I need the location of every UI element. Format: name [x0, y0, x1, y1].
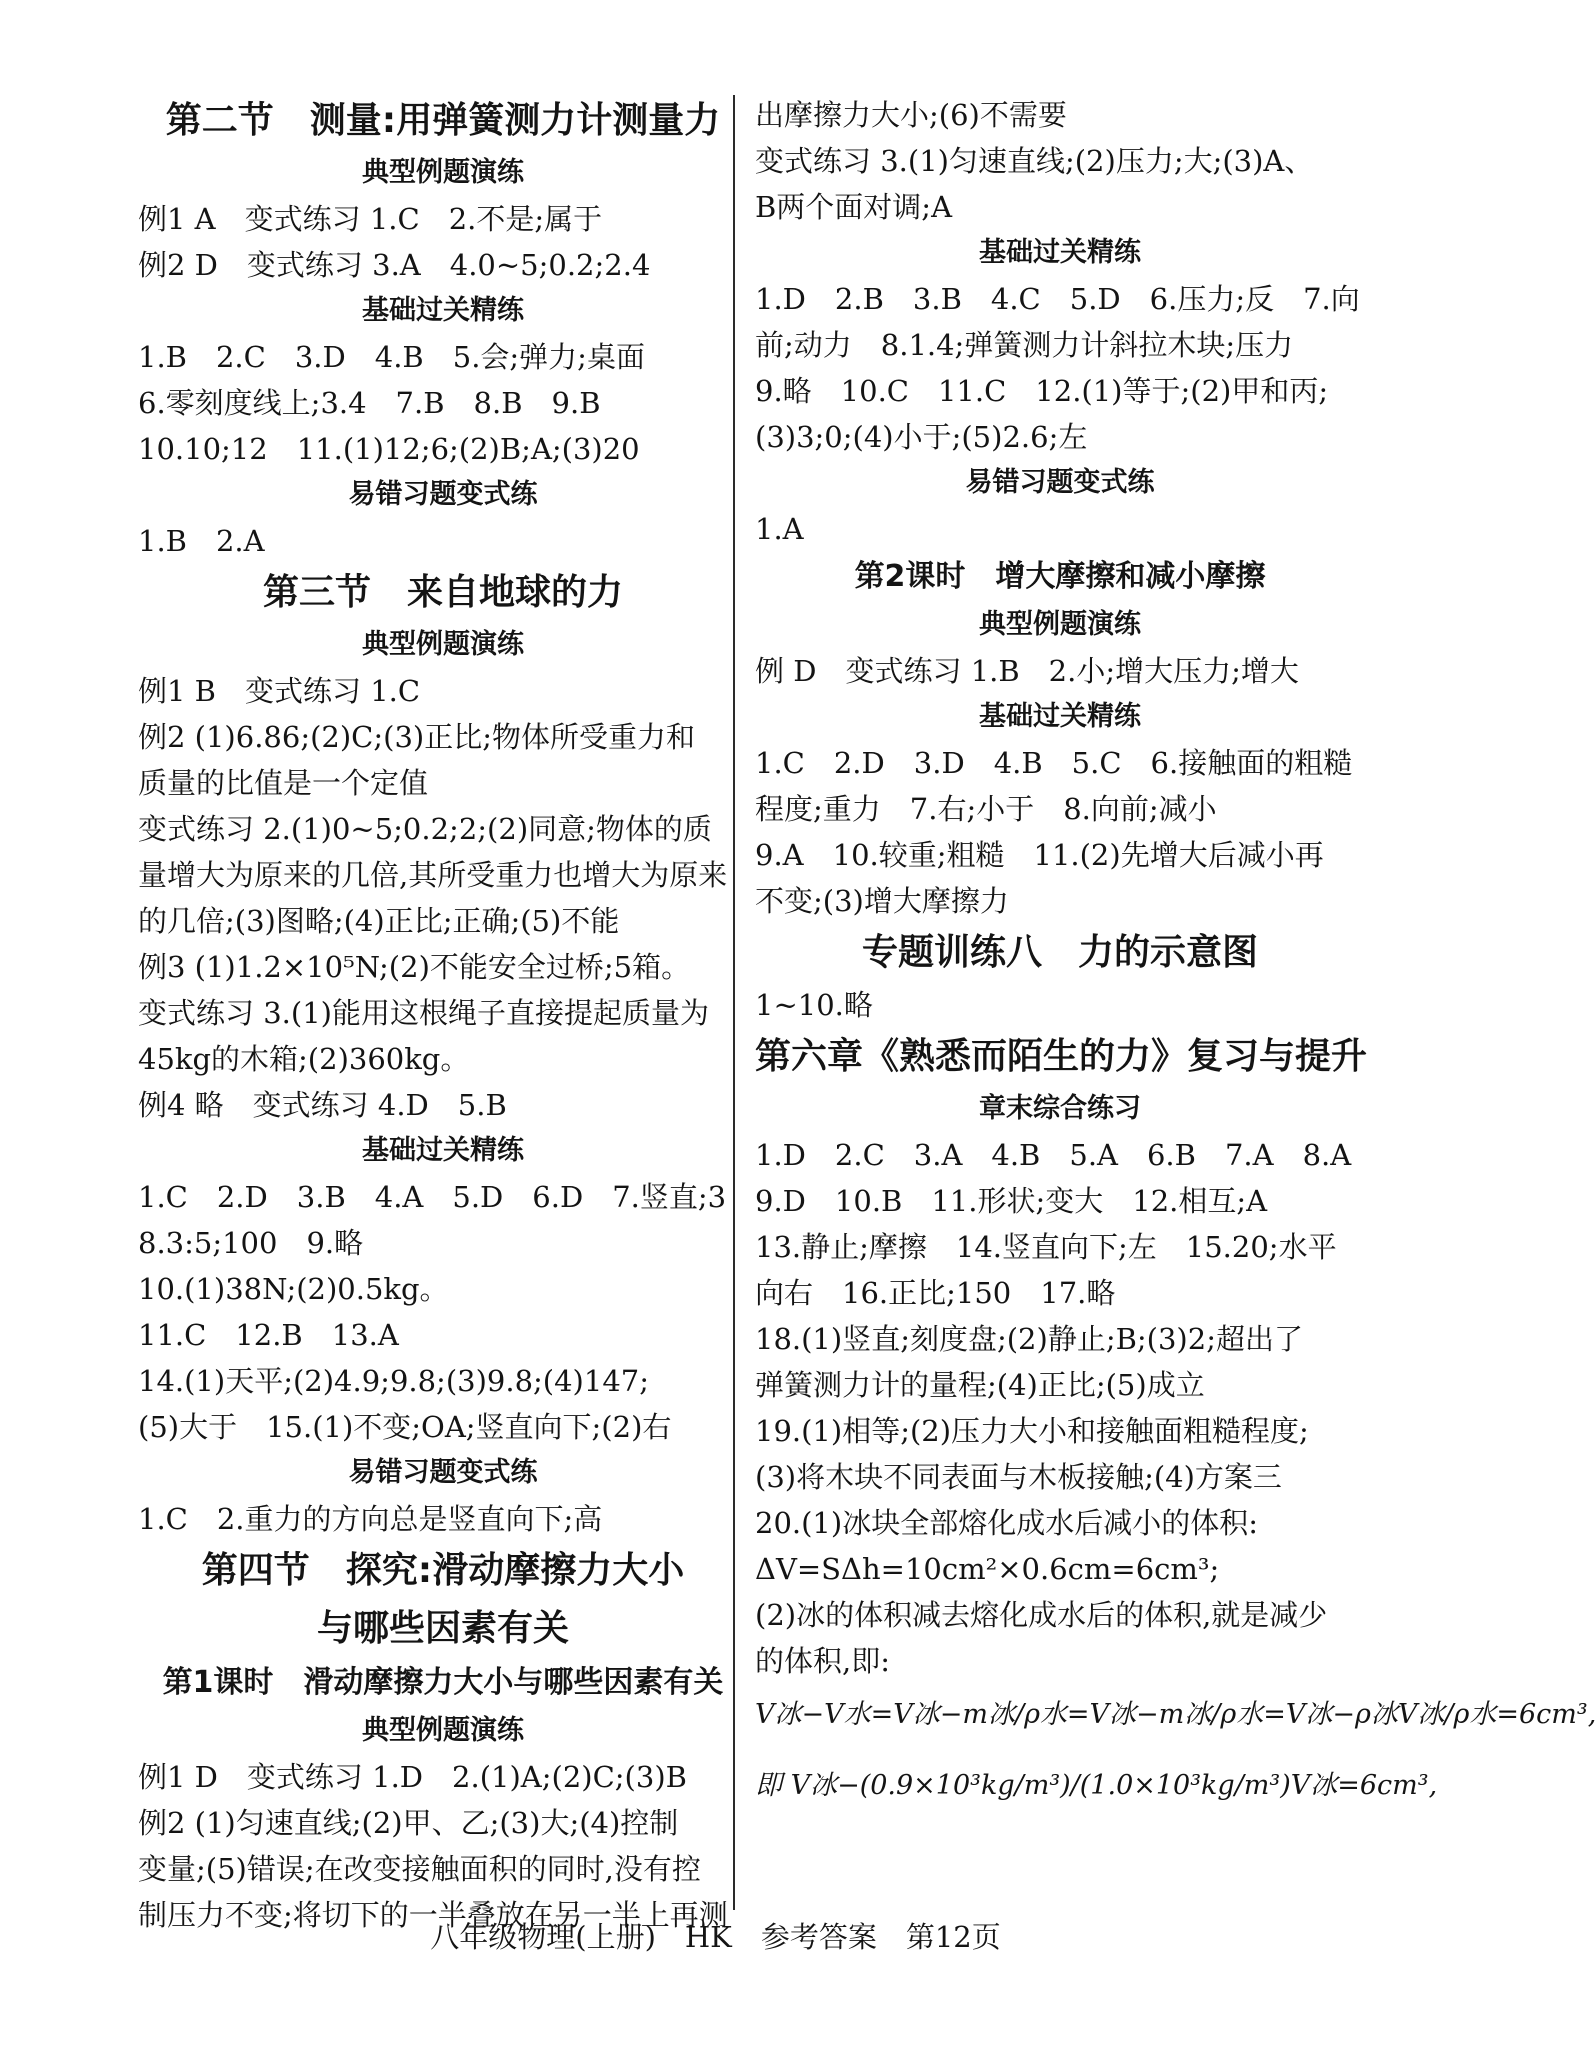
right-answer-line: 弹簧测力计的量程;(4)正比;(5)成立	[755, 1368, 1205, 1402]
right-answer-line: 9.略 10.C 11.C 12.(1)等于;(2)甲和丙;	[755, 374, 1329, 408]
right-answer-line: B两个面对调;A	[755, 190, 953, 224]
right-answer-line: 程度;重力 7.右;小于 8.向前;减小	[755, 792, 1217, 826]
right-answer-line: ΔV=SΔh=10cm²×0.6cm=6cm³;	[755, 1552, 1220, 1586]
column-divider	[733, 95, 735, 1910]
left-answer-line: 例3 (1)1.2×10⁵N;(2)不能安全过桥;5箱。	[138, 950, 691, 984]
right-answer-line: 19.(1)相等;(2)压力大小和接触面粗糙程度;	[755, 1414, 1309, 1448]
left-answer-line: 例1 D 变式练习 1.D 2.(1)A;(2)C;(3)B	[138, 1760, 687, 1794]
right-formula-line: V冰−V水=V冰−m冰/ρ水=V冰−m冰/ρ水=V冰−ρ冰V冰/ρ水=6cm³,	[755, 1699, 1596, 1730]
right-answer-line: 9.A 10.较重;粗糙 11.(2)先增大后减小再	[755, 838, 1324, 872]
right-answer-line: 13.静止;摩擦 14.竖直向下;左 15.20;水平	[755, 1230, 1337, 1264]
left-answer-line: 1.B 2.C 3.D 4.B 5.会;弹力;桌面	[138, 340, 645, 374]
left-answer-line: 例2 D 变式练习 3.A 4.0~5;0.2;2.4	[138, 248, 651, 282]
right-answer-line: 变式练习 3.(1)匀速直线;(2)压力;大;(3)A、	[755, 144, 1314, 178]
left-subsection-heading: 基础过关精练	[362, 295, 524, 326]
right-answer-line: 18.(1)竖直;刻度盘;(2)静止;B;(3)2;超出了	[755, 1322, 1303, 1356]
left-section-heading: 与哪些因素有关	[316, 1608, 569, 1649]
left-answer-line: 6.零刻度线上;3.4 7.B 8.B 9.B	[138, 386, 601, 420]
left-answer-line: 1.C 2.D 3.B 4.A 5.D 6.D 7.竖直;3	[138, 1180, 727, 1214]
right-answer-line: 9.D 10.B 11.形状;变大 12.相互;A	[755, 1184, 1268, 1218]
right-section-heading: 第六章《熟悉而陌生的力》复习与提升	[755, 1036, 1368, 1077]
left-answer-line: 变量;(5)错误;在改变接触面积的同时,没有控	[138, 1852, 701, 1886]
right-section-heading: 专题训练八 力的示意图	[861, 932, 1258, 973]
left-answer-line: 的几倍;(3)图略;(4)正比;正确;(5)不能	[138, 904, 620, 938]
right-subsection-heading: 基础过关精练	[979, 701, 1141, 732]
left-answer-line: 1.C 2.重力的方向总是竖直向下;高	[138, 1502, 603, 1536]
left-section-heading: 第三节 来自地球的力	[262, 572, 623, 613]
right-subsection-heading: 典型例题演练	[979, 609, 1141, 640]
left-answer-line: 例2 (1)匀速直线;(2)甲、乙;(3)大;(4)控制	[138, 1806, 679, 1840]
left-answer-line: 11.C 12.B 13.A	[138, 1318, 399, 1352]
right-subsection-heading: 基础过关精练	[979, 237, 1141, 268]
left-subsection-heading: 典型例题演练	[362, 157, 524, 188]
left-section-heading: 第二节 测量:用弹簧测力计测量力	[165, 100, 721, 141]
left-column	[138, 92, 748, 1938]
right-answer-line: 向右 16.正比;150 17.略	[755, 1276, 1116, 1310]
left-subsection-heading: 易错习题变式练	[348, 1457, 538, 1488]
right-answer-line: 1.A	[755, 512, 804, 546]
right-answer-line: 的体积,即:	[755, 1644, 890, 1678]
right-answer-line: 1~10.略	[755, 988, 873, 1022]
left-subsection-heading: 基础过关精练	[362, 1135, 524, 1166]
right-answer-line: (3)3;0;(4)小于;(5)2.6;左	[755, 420, 1088, 454]
left-answer-line: 例1 B 变式练习 1.C	[138, 674, 421, 708]
left-answer-line: 8.3:5;100 9.略	[138, 1226, 364, 1260]
left-subsection-heading: 易错习题变式练	[348, 479, 538, 510]
right-answer-line: 出摩擦力大小;(6)不需要	[755, 98, 1067, 132]
left-answer-line: 例2 (1)6.86;(2)C;(3)正比;物体所受重力和	[138, 720, 695, 754]
right-formula-line: 即 V冰−(0.9×10³kg/m³)/(1.0×10³kg/m³)V冰=6cm³,	[755, 1770, 1438, 1801]
right-subsection-heading: 易错习题变式练	[965, 467, 1155, 498]
left-answer-line: 1.B 2.A	[138, 524, 265, 558]
left-answer-line: 量增大为原来的几倍,其所受重力也增大为原来	[138, 858, 728, 892]
right-answer-line: (3)将木块不同表面与木板接触;(4)方案三	[755, 1460, 1282, 1494]
right-subsection-heading: 章末综合练习	[979, 1093, 1141, 1124]
right-column	[755, 92, 1596, 1826]
page-footer: 八年级物理(上册) HK 参考答案 第12页	[430, 1920, 1001, 1954]
left-answer-line: 45kg的木箱;(2)360kg。	[138, 1042, 470, 1076]
left-subsection-heading: 典型例题演练	[362, 1715, 524, 1746]
right-lesson-heading: 第2课时 增大摩擦和减小摩擦	[854, 559, 1266, 594]
left-subsection-heading: 典型例题演练	[362, 629, 524, 660]
left-answer-line: 10.(1)38N;(2)0.5kg。	[138, 1272, 449, 1306]
right-answer-line: 例 D 变式练习 1.B 2.小;增大压力;增大	[755, 654, 1299, 688]
right-answer-line: (2)冰的体积减去熔化成水后的体积,就是减少	[755, 1598, 1328, 1632]
left-answer-line: 14.(1)天平;(2)4.9;9.8;(3)9.8;(4)147;	[138, 1364, 649, 1398]
left-answer-line: 制压力不变;将切下的一半叠放在另一半上再测	[138, 1898, 728, 1932]
left-lesson-heading: 第1课时 滑动摩擦力大小与哪些因素有关	[162, 1665, 724, 1700]
left-answer-line: 变式练习 2.(1)0~5;0.2;2;(2)同意;物体的质	[138, 812, 712, 846]
left-answer-line: (5)大于 15.(1)不变;OA;竖直向下;(2)右	[138, 1410, 672, 1444]
right-answer-line: 1.C 2.D 3.D 4.B 5.C 6.接触面的粗糙	[755, 746, 1353, 780]
left-answer-line: 质量的比值是一个定值	[138, 766, 429, 800]
left-answer-line: 10.10;12 11.(1)12;6;(2)B;A;(3)20	[138, 432, 640, 466]
right-answer-line: 1.D 2.C 3.A 4.B 5.A 6.B 7.A 8.A	[755, 1138, 1352, 1172]
left-answer-line: 变式练习 3.(1)能用这根绳子直接提起质量为	[138, 996, 709, 1030]
left-section-heading: 第四节 探究:滑动摩擦力大小	[201, 1550, 685, 1591]
right-answer-line: 前;动力 8.1.4;弹簧测力计斜拉木块;压力	[755, 328, 1294, 362]
right-answer-line: 1.D 2.B 3.B 4.C 5.D 6.压力;反 7.向	[755, 282, 1360, 316]
right-answer-line: 不变;(3)增大摩擦力	[755, 884, 1009, 918]
left-answer-line: 例4 略 变式练习 4.D 5.B	[138, 1088, 507, 1122]
left-answer-line: 例1 A 变式练习 1.C 2.不是;属于	[138, 202, 603, 236]
right-answer-line: 20.(1)冰块全部熔化成水后减小的体积:	[755, 1506, 1258, 1540]
